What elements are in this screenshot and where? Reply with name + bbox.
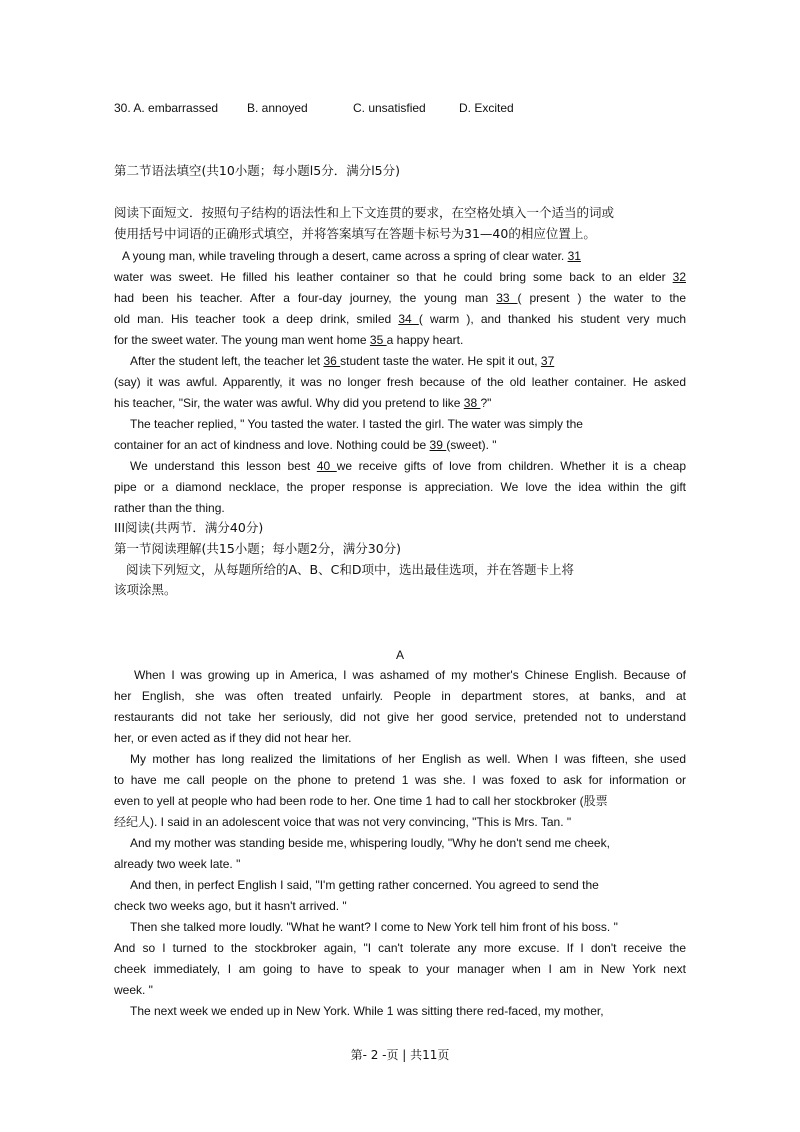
passage-line: her, or even acted as if they did not hear her. [114, 731, 352, 745]
cloze-line-12 [114, 479, 686, 495]
cloze-text: The teacher replied, " You tasted the water. I tasted the girl. The water was simply the [130, 417, 583, 431]
passage-line: Then she talked more loudly. "What he want? I come to New York tell him front of his boss. " [130, 920, 618, 934]
section2-instruction-line-1: 阅读下面短文．按照句子结构的语法性和上下文连贯的要求，在空格处填入一个适当的词或 [114, 205, 615, 220]
cloze-text: A young man, while traveling through a desert, came across a spring of clear water. [122, 249, 568, 263]
passage-line: 经纪人). I said in an adolescent voice that was not very convincing, "This is Mrs. Tan. " [114, 815, 572, 829]
cloze-text: ( warm ), and thanked his student very much [418, 312, 686, 326]
cloze-text: ?" [480, 396, 492, 410]
q30-option-b: B. annoyed [247, 101, 308, 115]
cloze-blank-31: 31 [567, 249, 581, 263]
cloze-line-3 [114, 290, 686, 306]
cloze-blank-39: 39 [429, 438, 447, 452]
q30-option-a: 30. A. embarrassed [114, 101, 219, 115]
section1-heading: 第一节阅读理解(共15小题；每小题2分，满分30分) [114, 541, 402, 556]
passage-line: And then, in perfect English I said, "I'm getting rather concerned. You agreed to send the [130, 878, 599, 892]
cloze-line-7 [114, 374, 686, 390]
passage-line: to have me call people on the phone to pretend 1 was she. I was foxed to ask for information or [114, 773, 686, 787]
cloze-text: (sweet). " [446, 438, 497, 452]
cloze-blank-38: 38 [463, 396, 481, 410]
cloze-text: rather than the thing. [114, 501, 225, 515]
section1-instruction-line-2: 该项涂黑。 [114, 582, 177, 597]
cloze-text: had been his teacher. After a four-day journey, the young man [114, 291, 497, 305]
cloze-text: After the student left, the teacher let [130, 354, 324, 368]
cloze-blank-36: 36 [323, 354, 341, 368]
cloze-line-13 [114, 500, 686, 516]
cloze-text: water was sweet. He filled his leather container so that he could bring some back to an elder [114, 270, 673, 284]
passage-line: When I was growing up in America, I was ashamed of my mother's Chinese English. Because of [134, 668, 686, 682]
cloze-line-9 [130, 416, 686, 432]
cloze-blank-33: 33 [496, 291, 518, 305]
question-30 [114, 100, 686, 116]
cloze-blank-34: 34 [398, 312, 419, 326]
cloze-text: student taste the water. He spit it out, [340, 354, 541, 368]
cloze-text: (say) it was awful. Apparently, it was no longer fresh because of the old leather container. He asked [114, 375, 686, 389]
passage-label: A [395, 648, 404, 662]
cloze-text: old man. His teacher took a deep drink, smiled [114, 312, 399, 326]
cloze-text: for the sweet water. The young man went home [114, 333, 370, 347]
cloze-text: We understand this lesson best [130, 459, 317, 473]
part3-heading: III阅读(共两节．满分40分) [114, 520, 264, 535]
cloze-line-5 [114, 332, 686, 348]
passage-line: cheek immediately, I am going to have to speak to your manager when I am in New York next [114, 962, 686, 976]
cloze-text: his teacher, "Sir, the water was awful. Why did you pretend to like [114, 396, 464, 410]
passage-line: My mother has long realized the limitations of her English as well. When I was fifteen, she used [130, 752, 686, 766]
cloze-blank-32: 32 [672, 270, 686, 284]
passage-line: her English, she was often treated unfairly. People in department stores, at banks, and at [114, 689, 686, 703]
cloze-text: pipe or a diamond necklace, the proper response is appreciation. We love the idea within the gift [114, 480, 686, 494]
passage-line: And my mother was standing beside me, whispering loudly, "Why he don't send me cheek, [130, 836, 610, 850]
passage-line: The next week we ended up in New York. While 1 was sitting there red-faced, my mother, [130, 1004, 604, 1018]
q30-option-c: C. unsatisfied [353, 101, 426, 115]
passage-line: already two week late. " [114, 857, 241, 871]
cloze-line-4 [114, 311, 686, 327]
cloze-line-2 [114, 269, 686, 285]
cloze-blank-35: 35 [369, 333, 387, 347]
section1-instruction-line-1: 阅读下列短文，从每题所给的A、B、C和D项中，选出最佳选项，并在答题卡上将 [126, 562, 574, 577]
cloze-line-11 [130, 458, 686, 474]
passage-line: week. " [114, 983, 153, 997]
section2-instruction-line-2: 使用括号中词语的正确形式填空，并将答案填写在答题卡标号为31—40的相应位置上。 [114, 226, 596, 241]
section2-heading: 第二节语法填空(共10小题；每小题l5分．满分l5分) [114, 163, 401, 178]
passage-line: even to yell at people who had been rode to her. One time 1 had to call her stockbroker (股票 [114, 794, 608, 808]
cloze-blank-37: 37 [540, 354, 555, 368]
cloze-text: a happy heart. [386, 333, 464, 347]
passage-line: restaurants did not take her seriously, did not give her good service, pretended not to understand [114, 710, 686, 724]
cloze-line-6 [130, 353, 686, 369]
cloze-text: we receive gifts of love from children. Whether it is a cheap [336, 459, 686, 473]
cloze-line-8 [114, 395, 686, 411]
passage-line: And so I turned to the stockbroker again, "I can't tolerate any more excuse. If I don't receive the [114, 941, 686, 955]
q30-option-d: D. Excited [459, 101, 514, 115]
cloze-line-10 [114, 437, 686, 453]
cloze-text: container for an act of kindness and love. Nothing could be [114, 438, 430, 452]
page-footer: 第- 2 -页 | 共11页 [350, 1048, 450, 1062]
cloze-line-1 [122, 248, 686, 264]
cloze-blank-40: 40 [316, 459, 337, 473]
passage-line: check two weeks ago, but it hasn't arrived. " [114, 899, 347, 913]
cloze-text: ( present ) the water to the [517, 291, 686, 305]
